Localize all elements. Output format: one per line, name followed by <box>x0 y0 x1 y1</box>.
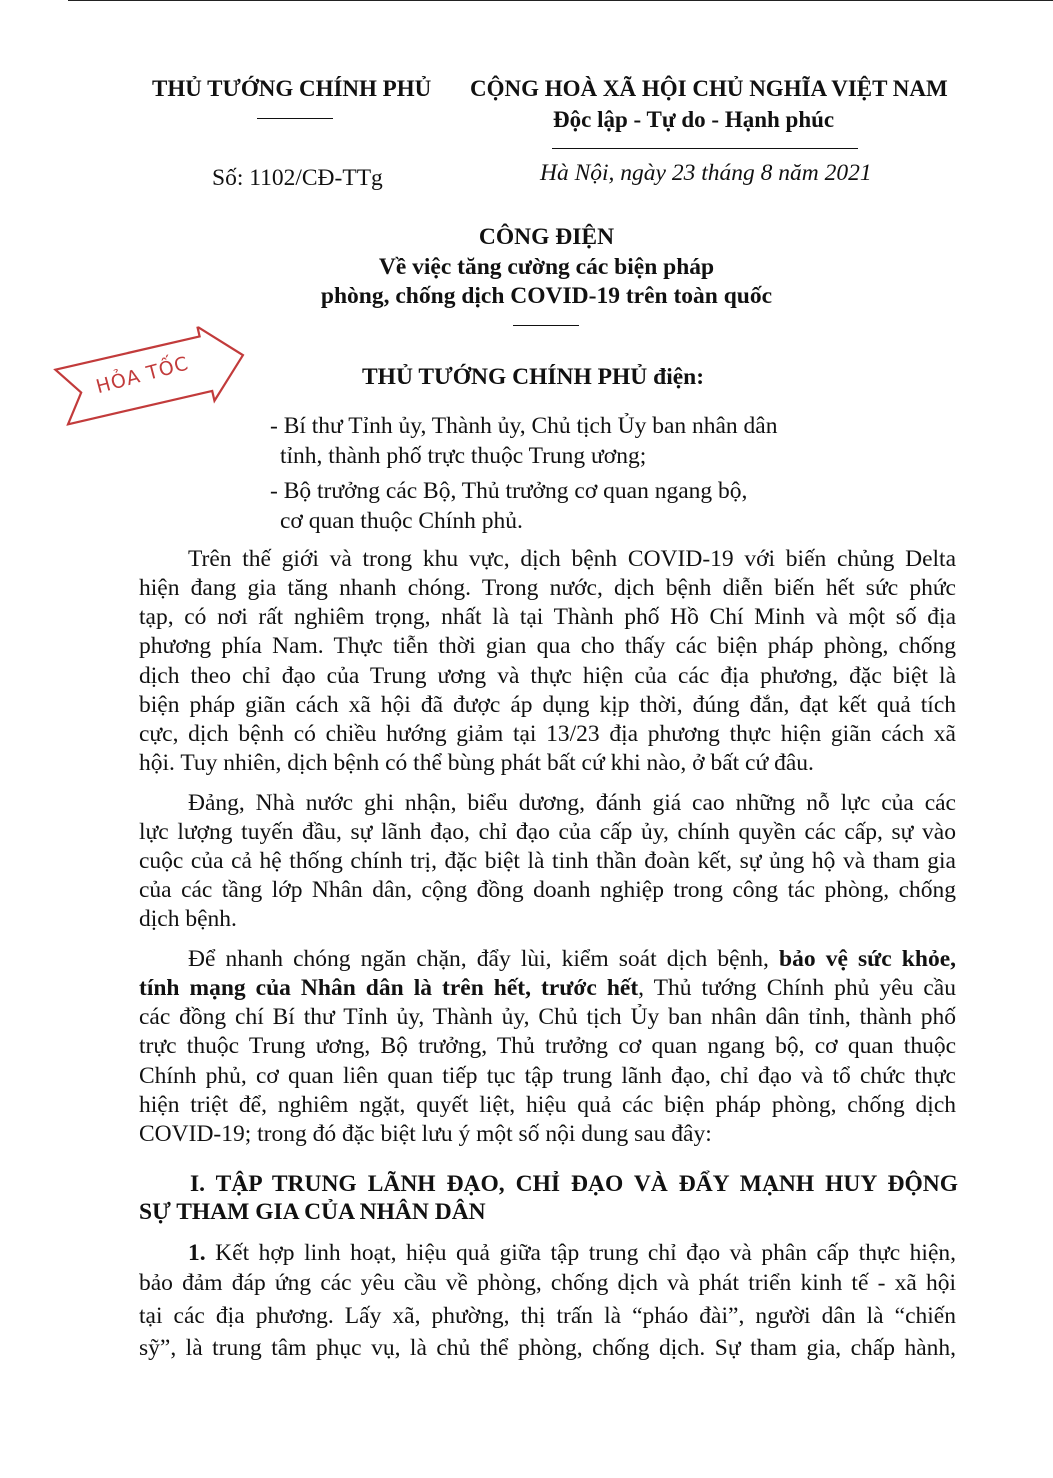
paragraph-2-line: lực lượng tuyến đầu, sự lãnh đạo, chỉ đạo của cấp ủy, chính quyền các cấp, sự vào <box>139 819 956 845</box>
nation-name: CỘNG HOÀ XÃ HỘI CHỦ NGHĨA VIỆT NAM <box>470 76 948 101</box>
addressee-line: tỉnh, thành phố trực thuộc Trung ương; <box>280 443 647 469</box>
addressee-line: cơ quan thuộc Chính phủ. <box>280 508 523 534</box>
section-heading: SỰ THAM GIA CỦA NHÂN DÂN <box>139 1199 486 1225</box>
document-number: Số: 1102/CĐ-TTg <box>212 165 383 191</box>
motto-underline <box>552 148 858 149</box>
paragraph-3-line: Để nhanh chóng ngăn chặn, đẩy lùi, kiểm soát dịch bệnh, bảo vệ sức khỏe, <box>188 946 957 972</box>
paragraph-1-line: Trên thế giới và trong khu vực, dịch bệnh COVID-19 với biến chủng Delta <box>188 546 956 572</box>
paragraph-2-line: cuộc của cả hệ thống chính trị, đặc biệt là tinh thần đoàn kết, sự ủng hộ và tham gia <box>139 848 956 874</box>
national-motto: Độc lập - Tự do - Hạnh phúc <box>553 107 835 132</box>
addressee-line: - Bộ trưởng các Bộ, Thủ trưởng cơ quan ngang bộ, <box>270 478 748 504</box>
scan-top-edge <box>68 0 1053 15</box>
section-heading: I. TẬP TRUNG LÃNH ĐẠO, CHỈ ĐẠO VÀ ĐẨY MẠNH HUY ĐỘNG <box>190 1171 958 1197</box>
urgent-stamp <box>51 318 255 441</box>
addressee-heading: THỦ TƯỚNG CHÍNH PHỦ điện: <box>362 364 705 390</box>
paragraph-1-line: dịch theo chỉ đạo của Trung ương và thực hiện của các địa phương, đặc biệt là <box>139 663 956 689</box>
issuer-name: THỦ TƯỚNG CHÍNH PHỦ <box>152 76 432 101</box>
paragraph-3-line: Chính phủ, cơ quan liên quan tiếp tục tập trung lãnh đạo, chỉ đạo và tổ chức thực <box>139 1063 956 1089</box>
paragraph-3-line: trực thuộc Trung ương, Bộ trưởng, Thủ trưởng cơ quan ngang bộ, cơ quan thuộc <box>139 1033 956 1059</box>
document-type: CÔNG ĐIỆN <box>478 224 615 250</box>
item-1-line: 1. Kết hợp linh hoạt, hiệu quả giữa tập trung chỉ đạo và phân cấp thực hiện, <box>188 1240 956 1266</box>
paragraph-1-line: phương phía Nam. Thực tiễn thời gian qua cho thấy các biện pháp phòng, chống <box>139 633 956 659</box>
paragraph-2-line: Đảng, Nhà nước ghi nhận, biểu dương, đánh giá cao những nỗ lực của các <box>188 790 956 816</box>
place-date: Hà Nội, ngày 23 tháng 8 năm 2021 <box>540 160 872 186</box>
paragraph-2-line: dịch bệnh. <box>139 906 237 932</box>
paragraph-3-line: tính mạng của Nhân dân là trên hết, trước hết, Thủ tướng Chính phủ yêu cầu <box>139 975 956 1001</box>
paragraph-1-line: hiện đang gia tăng nhanh chóng. Trong nước, dịch bệnh diễn biến hết sức phức <box>139 575 956 601</box>
paragraph-3-line: hiện triệt để, nghiêm ngặt, quyết liệt, hiệu quả các biện pháp phòng, chống dịch <box>139 1092 956 1118</box>
paragraph-1-line: tạp, có nơi rất nghiêm trọng, nhất là tại Thành phố Hồ Chí Minh và một số địa <box>139 604 956 630</box>
issuer-underline <box>257 118 333 119</box>
addressee-line: - Bí thư Tỉnh ủy, Thành ủy, Chủ tịch Ủy ban nhân dân <box>270 413 778 439</box>
paragraph-1-line: cực, dịch bệnh có chiều hướng giảm tại 13/23 địa phương thực hiện giãn cách xã <box>139 721 956 747</box>
title-underline <box>513 325 579 326</box>
item-1-line: sỹ”, là trung tâm phục vụ, là chủ thể phòng, chống dịch. Sự tham gia, chấp hành, <box>139 1335 956 1361</box>
item-1-line: tại các địa phương. Lấy xã, phường, thị trấn là “pháo đài”, người dân là “chiến <box>139 1303 956 1329</box>
subject-line-2: phòng, chống dịch COVID-19 trên toàn quốc <box>320 283 773 309</box>
paragraph-2-line: của các tầng lớp Nhân dân, cộng đồng doanh nghiệp trong công tác phòng, chống <box>139 877 956 903</box>
subject-line-1: Về việc tăng cường các biện pháp <box>378 254 715 280</box>
paragraph-1-line: biện pháp giãn cách xã hội đã được áp dụng kịp thời, đúng đắn, đạt kết quả tích <box>139 692 956 718</box>
stamp-text: HỎA TỐC <box>93 352 192 399</box>
paragraph-1-line: hội. Tuy nhiên, dịch bệnh có thể bùng phát bất cứ khi nào, ở bất cứ đâu. <box>139 750 814 776</box>
paragraph-3-line: COVID-19; trong đó đặc biệt lưu ý một số nội dung sau đây: <box>139 1121 712 1147</box>
paragraph-3-line: các đồng chí Bí thư Tỉnh ủy, Thành ủy, Chủ tịch Ủy ban nhân dân tỉnh, thành phố <box>139 1004 956 1030</box>
item-1-line: bảo đảm đáp ứng các yêu cầu về phòng, chống dịch và phát triển kinh tế - xã hội <box>139 1270 956 1296</box>
